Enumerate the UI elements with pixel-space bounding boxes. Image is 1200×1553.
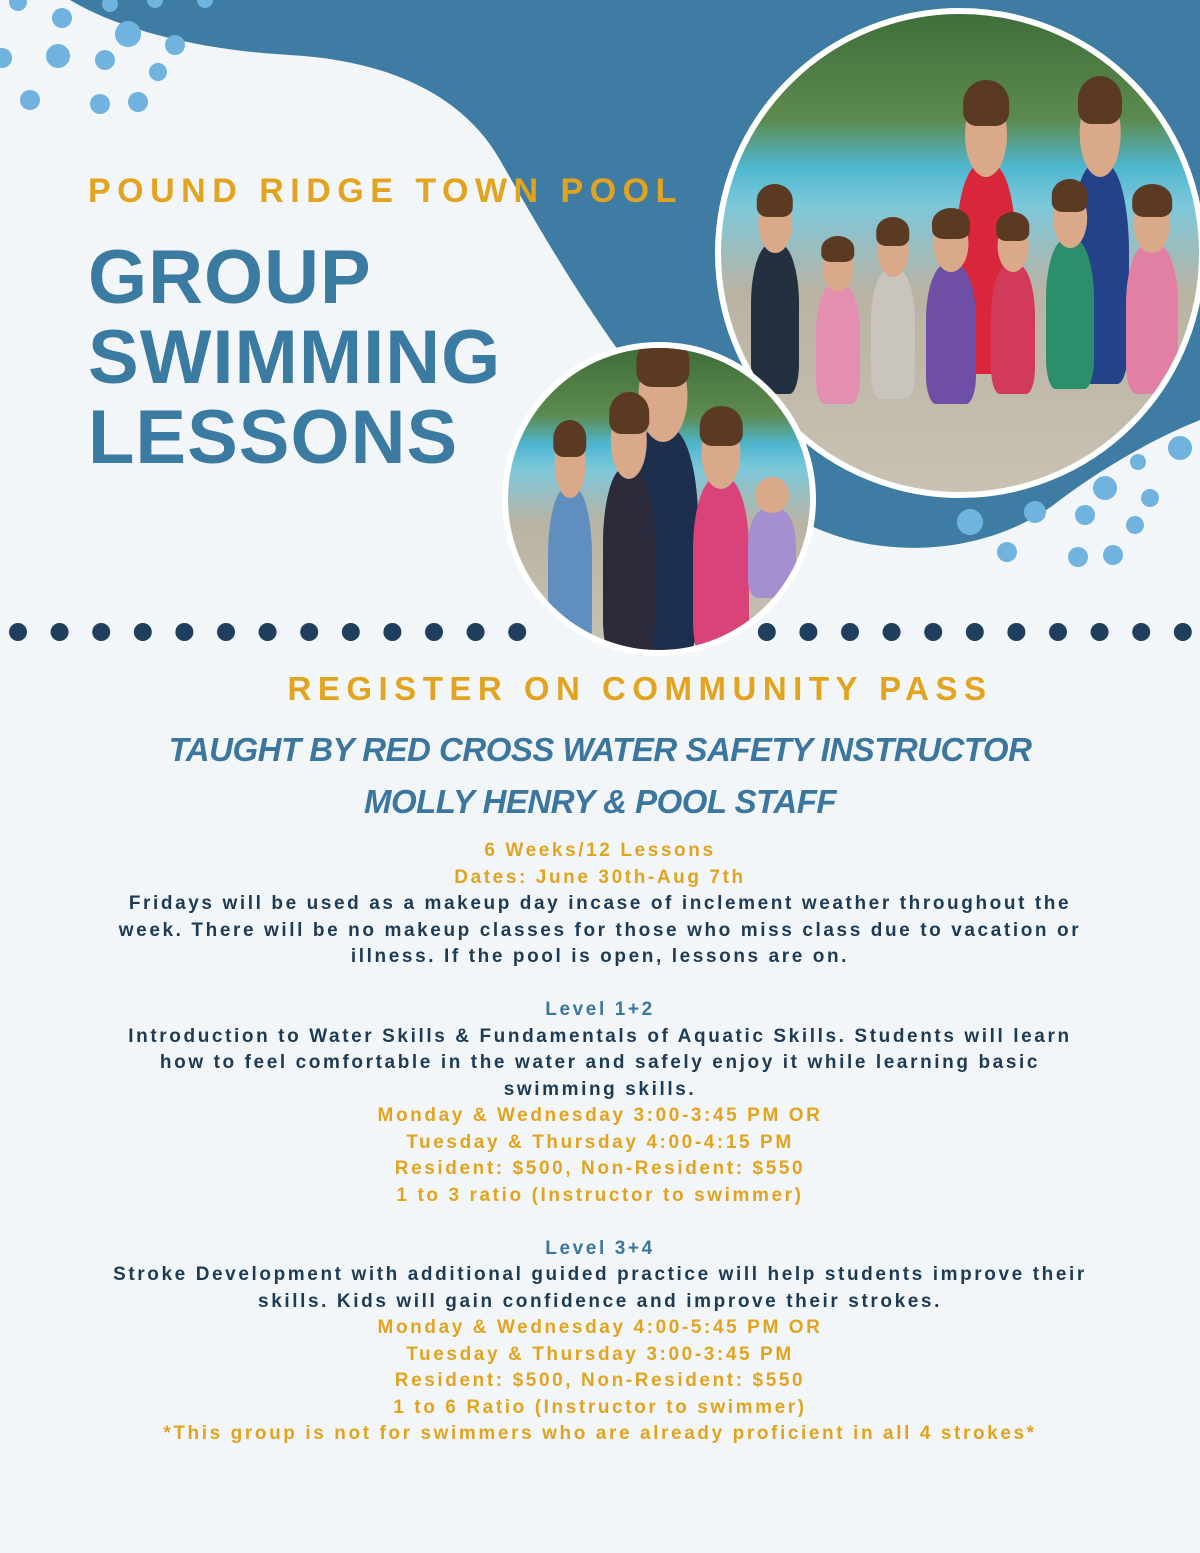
dates: Dates: June 30th-Aug 7th: [454, 866, 746, 888]
decorative-dot: [1024, 501, 1046, 523]
page-title: [88, 235, 502, 480]
photo-small-group: [502, 342, 816, 656]
decorative-dot: [46, 44, 70, 68]
venue-name: POUND RIDGE TOWN POOL: [88, 172, 683, 210]
policy-line: illness. If the pool is open, lessons are on.: [350, 946, 850, 967]
decorative-dot: [1141, 489, 1159, 507]
level-detail: Tuesday & Thursday 4:00-4:15 PM: [406, 1131, 794, 1153]
level-detail: Resident: $500, Non-Resident: $550: [394, 1370, 806, 1391]
title-line: SWIMMING: [88, 315, 502, 400]
decorative-dot: [52, 8, 72, 28]
person-figure: [926, 264, 976, 404]
decorative-dot: [799, 623, 817, 641]
instructor-heading: [0, 724, 1200, 828]
decorative-dot: [259, 623, 277, 641]
decorative-dot: [467, 623, 485, 641]
decorative-dot: [1174, 623, 1192, 641]
decorative-dot: [165, 35, 185, 55]
decorative-dot: [1168, 436, 1192, 460]
instructor-line: MOLLY HENRY & POOL STAFF: [363, 783, 837, 820]
decorative-dot: [957, 509, 983, 535]
decorative-dot: [1103, 545, 1123, 565]
decorative-dot: [95, 50, 115, 70]
person-figure: [693, 478, 749, 656]
level-detail: Monday & Wednesday 3:00-3:45 PM OR: [377, 1105, 823, 1126]
level-description: how to feel comfortable in the water and safely enjoy it while learning basic: [159, 1052, 1041, 1073]
decorative-dot: [1049, 623, 1067, 641]
decorative-dot: [90, 94, 110, 114]
level-description: Introduction to Water Skills & Fundamentals of Aquatic Skills. Students will learn: [128, 1025, 1072, 1047]
decorative-dot: [1132, 623, 1150, 641]
decorative-dot: [1068, 547, 1088, 567]
decorative-dot: [758, 623, 776, 641]
decorative-dot: [883, 623, 901, 641]
decorative-dot: [92, 623, 110, 641]
decorative-dot: [51, 623, 69, 641]
level-heading: Level 1+2: [545, 999, 655, 1020]
backpack: [748, 508, 796, 598]
person-figure: [871, 269, 915, 399]
level-heading: Level 3+4: [545, 1237, 655, 1259]
decorative-dot: [1091, 623, 1109, 641]
policy-line: week. There will be no makeup classes for those who miss class due to vacation or: [118, 919, 1082, 941]
decorative-dot: [997, 542, 1017, 562]
decorative-dot: [9, 0, 27, 11]
decorative-dot: [1126, 516, 1144, 534]
decorative-dot: [128, 92, 148, 112]
title-line: LESSONS: [88, 395, 459, 480]
person-figure: [816, 284, 860, 404]
level-description: skills. Kids will gain confidence and improve their strokes.: [258, 1290, 942, 1312]
decorative-dot: [1093, 476, 1117, 500]
decorative-dot: [1075, 505, 1095, 525]
decorative-dot: [1130, 454, 1146, 470]
decorative-dot: [425, 623, 443, 641]
person-figure: [548, 488, 592, 656]
level-description: Stroke Development with additional guided practice will help students improve their: [113, 1264, 1087, 1285]
instructor-line: TAUGHT BY RED CROSS WATER SAFETY INSTRUCTOR: [168, 731, 1032, 768]
register-heading: REGISTER ON COMMUNITY PASS: [287, 670, 993, 707]
decorative-dot: [217, 623, 235, 641]
level-detail: Resident: $500, Non-Resident: $550: [394, 1158, 806, 1179]
duration: 6 Weeks/12 Lessons: [484, 840, 716, 861]
level-detail: Monday & Wednesday 4:00-5:45 PM OR: [377, 1317, 823, 1338]
policy-line: Fridays will be used as a makeup day incase of inclement weather throughout the: [128, 893, 1072, 914]
person-figure: [1046, 239, 1094, 389]
level-note: *This group is not for swimmers who are already proficient in all 4 strokes*: [163, 1423, 1037, 1444]
decorative-dot: [0, 48, 12, 68]
decorative-dot: [1007, 623, 1025, 641]
person-figure: [751, 244, 799, 394]
decorative-dot: [508, 623, 526, 641]
level-detail: Tuesday & Thursday 3:00-3:45 PM: [406, 1343, 794, 1365]
decorative-dot: [149, 63, 167, 81]
level-detail: 1 to 3 ratio (Instructor to swimmer): [396, 1184, 804, 1206]
person-figure: [991, 264, 1035, 394]
person-figure: [603, 468, 655, 656]
decorative-dot: [966, 623, 984, 641]
person-figure: [1126, 244, 1178, 394]
decorative-dot: [20, 90, 40, 110]
decorative-dot: [9, 623, 27, 641]
decorative-dot: [175, 623, 193, 641]
decorative-dot: [342, 623, 360, 641]
decorative-dot: [841, 623, 859, 641]
decorative-dot: [924, 623, 942, 641]
decorative-dot: [115, 21, 141, 47]
title-line: GROUP: [88, 235, 372, 320]
level-detail: 1 to 6 Ratio (Instructor to swimmer): [393, 1396, 807, 1418]
decorative-dot: [134, 623, 152, 641]
lesson-info: [0, 838, 1200, 1448]
decorative-dot: [383, 623, 401, 641]
level-description: swimming skills.: [503, 1078, 697, 1100]
decorative-dot: [300, 623, 318, 641]
